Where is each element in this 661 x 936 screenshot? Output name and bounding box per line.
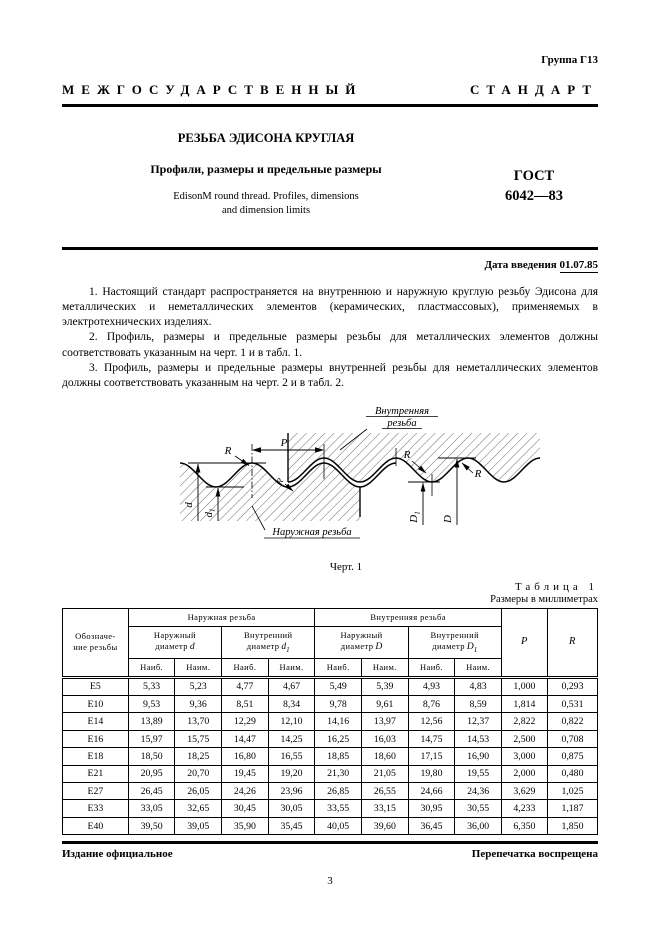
subtitle-en-line-1: EdisonM round thread. Profiles, dimensions bbox=[173, 191, 359, 202]
max-header: Наиб. bbox=[408, 658, 455, 677]
table-cell: 24,36 bbox=[455, 783, 502, 800]
outer-diameter-D-header: Наружный диаметр D bbox=[315, 626, 408, 658]
gost-designation bbox=[470, 167, 598, 243]
table-cell: 5,23 bbox=[175, 677, 222, 695]
table-cell: 8,51 bbox=[222, 696, 269, 713]
table-cell: 14,47 bbox=[222, 730, 269, 747]
figure-caption: Черт. 1 bbox=[329, 560, 363, 573]
symbol-D1: $D_1$ bbox=[466, 641, 478, 654]
table-cell: 26,85 bbox=[315, 783, 362, 800]
min-header: Наим. bbox=[175, 658, 222, 677]
inner-diameter-D1-header: Внутренний диаметр $D_1$ bbox=[408, 626, 501, 658]
table-caption: Таблица 1 bbox=[514, 580, 598, 593]
table-row bbox=[63, 696, 598, 713]
table-cell: 18,25 bbox=[175, 748, 222, 765]
table-cell: 8,34 bbox=[268, 696, 315, 713]
page-footer bbox=[62, 848, 598, 860]
table-cell: 14,16 bbox=[315, 713, 362, 730]
table-cell: 4,83 bbox=[455, 677, 502, 695]
body-paragraphs bbox=[62, 285, 598, 392]
introduction-date-line bbox=[62, 259, 598, 271]
pitch-label: P bbox=[280, 436, 288, 449]
paragraph-3: 3. Профиль, размеры и предельные размеры внутренней резьбы для неметаллических элементов должны соответствовать указанным на черт. 2 и в табл. 2. bbox=[62, 361, 598, 390]
min-header: Наим. bbox=[268, 658, 315, 677]
table-header bbox=[63, 608, 598, 677]
table-cell: 24,66 bbox=[408, 783, 455, 800]
thread-designation-cell: E33 bbox=[63, 800, 129, 817]
table-cell: 9,53 bbox=[128, 696, 175, 713]
table-cell: 30,45 bbox=[222, 800, 269, 817]
symbol-d1: $d_1$ bbox=[281, 641, 290, 654]
outer-thread-group-header: Наружная резьба bbox=[128, 608, 315, 626]
table-cell: 12,29 bbox=[222, 713, 269, 730]
d-label: d bbox=[183, 501, 195, 508]
table-cell: 9,36 bbox=[175, 696, 222, 713]
table-cell: 16,25 bbox=[315, 730, 362, 747]
table-cell: 24,26 bbox=[222, 783, 269, 800]
table-cell: 23,96 bbox=[268, 783, 315, 800]
table-cell: 33,15 bbox=[362, 800, 409, 817]
table-cell: 32,65 bbox=[175, 800, 222, 817]
table-cell: 26,55 bbox=[362, 783, 409, 800]
table-row bbox=[63, 800, 598, 817]
table-cell: 40,05 bbox=[315, 817, 362, 834]
thread-profile-drawing bbox=[180, 403, 542, 553]
table-cell: 14,25 bbox=[268, 730, 315, 747]
table-row bbox=[63, 783, 598, 800]
thread-designation-cell: E14 bbox=[63, 713, 129, 730]
horizontal-rule-top bbox=[62, 104, 598, 107]
thread-designation-cell: E5 bbox=[63, 677, 129, 695]
table-cell: 4,233 bbox=[501, 800, 547, 817]
table-cell: 4,67 bbox=[268, 677, 315, 695]
table-cell: 12,10 bbox=[268, 713, 315, 730]
table-cell: 4,93 bbox=[408, 677, 455, 695]
thread-designation-cell: E18 bbox=[63, 748, 129, 765]
pitch-arrow-left bbox=[252, 447, 261, 453]
max-header: Наиб. bbox=[315, 658, 362, 677]
table-cell: 14,53 bbox=[455, 730, 502, 747]
table-cell: 33,05 bbox=[128, 800, 175, 817]
reprint-prohibited-note: Перепечатка воспрещена bbox=[471, 847, 598, 860]
dimensions-table bbox=[62, 608, 598, 836]
table-units: Размеры в миллиметрах bbox=[490, 593, 598, 605]
table-cell: 18,50 bbox=[128, 748, 175, 765]
thread-designation-cell: E27 bbox=[63, 783, 129, 800]
table-cell: 5,33 bbox=[128, 677, 175, 695]
table-cell: 36,00 bbox=[455, 817, 502, 834]
table-cell: 0,708 bbox=[547, 730, 597, 747]
table-cell: 18,60 bbox=[362, 748, 409, 765]
inner-thread-group-header: Внутренняя резьба bbox=[315, 608, 502, 626]
radius-column-header: R bbox=[547, 608, 597, 677]
table-row bbox=[63, 748, 598, 765]
min-header: Наим. bbox=[362, 658, 409, 677]
table-cell: 5,39 bbox=[362, 677, 409, 695]
table-cell: 1,187 bbox=[547, 800, 597, 817]
table-cell: 39,05 bbox=[175, 817, 222, 834]
table-cell: 6,350 bbox=[501, 817, 547, 834]
table-cell: 19,80 bbox=[408, 765, 455, 782]
horizontal-rule-bottom bbox=[62, 841, 598, 844]
table-cell: 3,629 bbox=[501, 783, 547, 800]
table-cell: 30,55 bbox=[455, 800, 502, 817]
table-row bbox=[63, 677, 598, 695]
document-title: РЕЗЬБА ЭДИСОНА КРУГЛАЯ bbox=[177, 131, 355, 145]
D-label: D bbox=[442, 514, 454, 523]
thread-designation-cell: E16 bbox=[63, 730, 129, 747]
table-cell: 13,89 bbox=[128, 713, 175, 730]
table-cell: 26,05 bbox=[175, 783, 222, 800]
table-cell: 16,55 bbox=[268, 748, 315, 765]
table-cell: 15,75 bbox=[175, 730, 222, 747]
designation-column-header: Обозначе- ние резьбы bbox=[63, 608, 129, 677]
thread-designation-cell: E40 bbox=[63, 817, 129, 834]
outer-diameter-d-header: Наружный диаметр d bbox=[128, 626, 221, 658]
d1-label: $d_1$ bbox=[203, 508, 217, 518]
symbol-D: D bbox=[375, 641, 383, 652]
table-cell: 19,55 bbox=[455, 765, 502, 782]
standard-header-word-2: СТАНДАРТ bbox=[469, 82, 598, 97]
table-cell: 21,30 bbox=[315, 765, 362, 782]
table-row bbox=[63, 713, 598, 730]
document-subtitle: Профили, размеры и предельные размеры bbox=[150, 162, 382, 176]
thread-designation-cell: E10 bbox=[63, 696, 129, 713]
max-header: Наиб. bbox=[128, 658, 175, 677]
official-edition-note: Издание официальное bbox=[62, 847, 173, 860]
table-cell: 16,90 bbox=[455, 748, 502, 765]
table-cell: 2,500 bbox=[501, 730, 547, 747]
table-cell: 2,000 bbox=[501, 765, 547, 782]
table-cell: 0,531 bbox=[547, 696, 597, 713]
table-cell: 26,45 bbox=[128, 783, 175, 800]
thread-profile-figure bbox=[180, 403, 542, 573]
table-cell: 35,90 bbox=[222, 817, 269, 834]
table-cell: 1,850 bbox=[547, 817, 597, 834]
table-cell: 39,50 bbox=[128, 817, 175, 834]
table-cell: 19,45 bbox=[222, 765, 269, 782]
horizontal-rule-middle bbox=[62, 247, 598, 250]
table-cell: 12,56 bbox=[408, 713, 455, 730]
table-cell: 9,78 bbox=[315, 696, 362, 713]
table-cell: 1,025 bbox=[547, 783, 597, 800]
table-cell: 14,75 bbox=[408, 730, 455, 747]
table-row bbox=[63, 817, 598, 834]
radius-label-4: R bbox=[474, 467, 482, 480]
max-header: Наиб. bbox=[222, 658, 269, 677]
table-row bbox=[63, 765, 598, 782]
table-cell: 39,60 bbox=[362, 817, 409, 834]
thread-designation-cell: E21 bbox=[63, 765, 129, 782]
table-cell: 30,05 bbox=[268, 800, 315, 817]
table-cell: 20,70 bbox=[175, 765, 222, 782]
table-cell: 18,85 bbox=[315, 748, 362, 765]
paragraph-2: 2. Профиль, размеры и предельные размеры резьбы для металлических элементов должны соответствовать указанным на черт. 1 и в табл. 1. bbox=[62, 331, 598, 359]
D1-label: $D_1$ bbox=[408, 510, 422, 523]
date-value: 01.07.85 bbox=[559, 258, 598, 271]
table-cell: 4,77 bbox=[222, 677, 269, 695]
table-cell: 1,814 bbox=[501, 696, 547, 713]
table-cell: 0,875 bbox=[547, 748, 597, 765]
title-column bbox=[62, 131, 470, 243]
table-cell: 16,80 bbox=[222, 748, 269, 765]
group-label: Группа Г13 bbox=[541, 54, 598, 66]
table-cell: 13,97 bbox=[362, 713, 409, 730]
date-label: Дата введения bbox=[484, 258, 557, 271]
table-cell: 17,15 bbox=[408, 748, 455, 765]
table-captions bbox=[62, 581, 598, 605]
title-block bbox=[62, 131, 598, 243]
external-thread-label: Наружная резьба bbox=[272, 526, 352, 538]
table-cell: 3,000 bbox=[501, 748, 547, 765]
radius-label-1: R bbox=[224, 444, 232, 457]
table-cell: 33,55 bbox=[315, 800, 362, 817]
document-subtitle-english bbox=[62, 190, 470, 217]
table-cell: 8,59 bbox=[455, 696, 502, 713]
table-cell: 36,45 bbox=[408, 817, 455, 834]
symbol-d: d bbox=[189, 641, 195, 652]
page-number: 3 bbox=[327, 874, 333, 887]
table-cell: 30,95 bbox=[408, 800, 455, 817]
subtitle-en-line-2: and dimension limits bbox=[221, 204, 311, 216]
table-cell: 13,70 bbox=[175, 713, 222, 730]
table-cell: 12,37 bbox=[455, 713, 502, 730]
table-cell: 0,293 bbox=[547, 677, 597, 695]
radius-leader-1 bbox=[235, 456, 249, 466]
min-header: Наим. bbox=[455, 658, 502, 677]
table-cell: 21,05 bbox=[362, 765, 409, 782]
table-cell: 20,95 bbox=[128, 765, 175, 782]
table-body bbox=[63, 677, 598, 835]
table-cell: 2,822 bbox=[501, 713, 547, 730]
table-cell: 8,76 bbox=[408, 696, 455, 713]
table-row bbox=[63, 730, 598, 747]
table-cell: 9,61 bbox=[362, 696, 409, 713]
table-cell: 19,20 bbox=[268, 765, 315, 782]
radius-label-3: R bbox=[403, 448, 411, 461]
table-cell: 5,49 bbox=[315, 677, 362, 695]
internal-thread-label-line-2: резьба bbox=[387, 417, 417, 429]
paragraph-1: 1. Настоящий стандарт распространяется на внутреннюю и наружную круглую резьбу Эдисона для металлических и неметаллических элементов (керамических, пластмассовых), применяемых в электротехнических изделиях. bbox=[62, 285, 598, 329]
inner-diameter-d1-header: Внутренний диаметр $d_1$ bbox=[222, 626, 315, 658]
table-cell: 35,45 bbox=[268, 817, 315, 834]
pitch-column-header: P bbox=[501, 608, 547, 677]
gost-label: ГОСТ bbox=[513, 168, 555, 184]
internal-thread-label-line-1: Внутренняя bbox=[375, 405, 429, 417]
table-cell: 15,97 bbox=[128, 730, 175, 747]
radius-leader-4 bbox=[462, 463, 473, 473]
table-cell: 0,822 bbox=[547, 713, 597, 730]
radius-label-2: R bbox=[273, 475, 286, 486]
table-cell: 0,480 bbox=[547, 765, 597, 782]
table-cell: 1,000 bbox=[501, 677, 547, 695]
gost-number: 6042—83 bbox=[505, 187, 563, 204]
standard-header bbox=[62, 82, 598, 98]
standard-header-word-1: МЕЖГОСУДАРСТВЕННЫЙ bbox=[62, 82, 363, 97]
table-cell: 16,03 bbox=[362, 730, 409, 747]
